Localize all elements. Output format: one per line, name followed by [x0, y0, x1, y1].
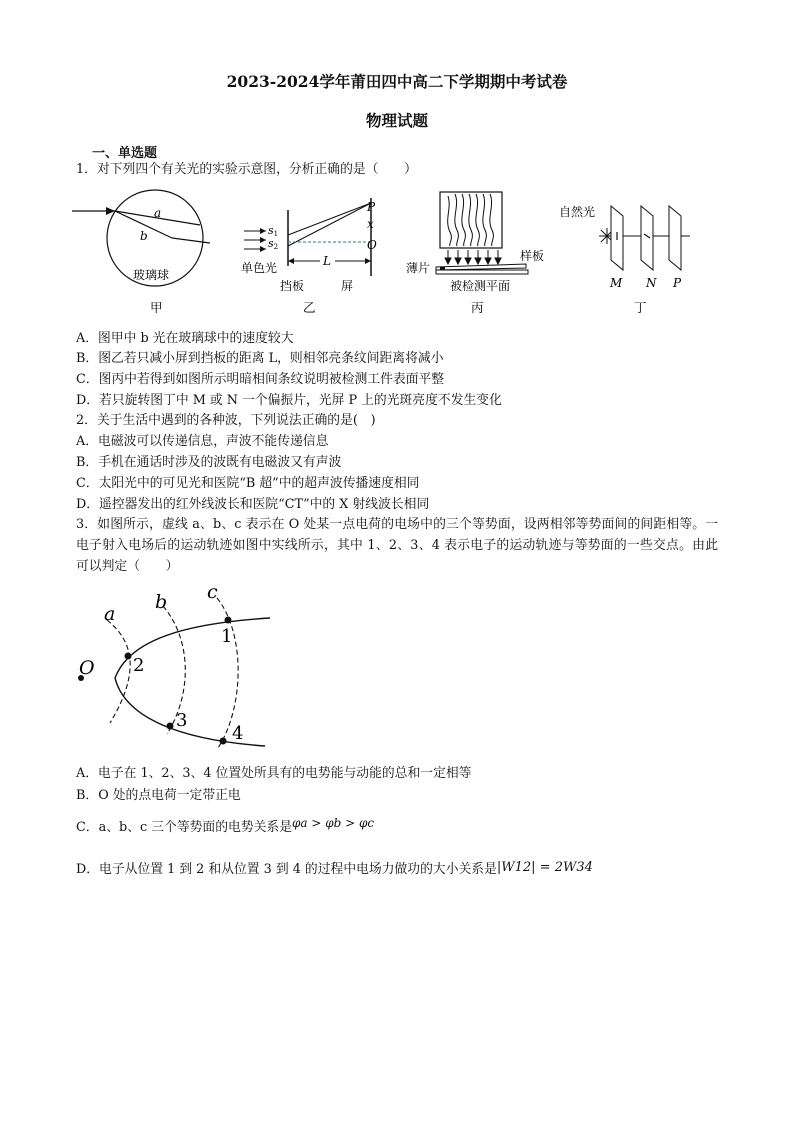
x-label: x — [367, 217, 374, 231]
q3-option-c-text: C．a、b、c 三个等势面的电势关系是 — [76, 820, 293, 835]
q3-option-a: A．电子在 1、2、3、4 位置处所具有的电势能与动能的总和一定相等 — [76, 766, 472, 781]
O-label: O — [367, 238, 377, 252]
c-label: c — [207, 581, 218, 603]
q1-figure-bing — [404, 188, 554, 320]
figure-jia-caption: 甲 — [150, 300, 163, 315]
q3-option-d-formula: |W12| = 2W34 — [496, 860, 593, 875]
ray-a-label: a — [154, 206, 162, 220]
q2-option-c: C．太阳光中的可见光和医院“B 超”中的超声波传播速度相同 — [76, 476, 420, 491]
point-1 — [225, 617, 232, 624]
label-3: 3 — [176, 710, 188, 731]
q1-option-a: A．图甲中 b 光在玻璃球中的速度较大 — [76, 331, 294, 346]
electron-trajectory — [115, 618, 270, 746]
sample-plate-label: 样板 — [520, 249, 545, 263]
figure-bing-caption: 丙 — [471, 300, 484, 315]
q1-figure-yi — [238, 190, 386, 320]
O-label: O — [79, 657, 95, 679]
q3-option-c — [76, 818, 374, 837]
q1-stem: 1．对下列四个有关光的实验示意图，分析正确的是（ ） — [76, 162, 417, 177]
point-2 — [125, 653, 132, 660]
q3-option-c-formula: φa > φb > φc — [292, 816, 375, 830]
q3-option-d — [76, 861, 593, 879]
a-label: a — [104, 603, 116, 625]
label-2: 2 — [133, 655, 145, 676]
q1-option-c: C．图丙中若得到如图所示明暗相间条纹说明被检测工件表面平整 — [76, 372, 445, 387]
N-label: N — [646, 276, 657, 290]
baffle-label: 挡板 — [280, 279, 305, 293]
M-label: M — [610, 276, 623, 290]
point-4 — [220, 738, 227, 745]
q3-option-d-text: D．电子从位置 1 到 2 和从位置 3 到 4 的过程中电场力做功的大小关系是 — [76, 862, 497, 877]
label-4: 4 — [232, 723, 244, 744]
page-title: 2023-2024学年莆田四中高二下学期期中考试卷 — [226, 72, 568, 91]
thin-sheet-label: 薄片 — [406, 261, 431, 275]
screen-label: 屏 — [341, 279, 354, 293]
q3-figure — [70, 578, 280, 758]
natural-light-label: 自然光 — [559, 205, 596, 219]
q2-option-b: B．手机在通话时涉及的波既有电磁波又有声波 — [76, 455, 342, 470]
figure-yi-caption: 乙 — [303, 300, 316, 315]
s1-label: s1 — [268, 224, 279, 238]
b-label: b — [155, 591, 168, 613]
monochrome-light-label: 单色光 — [241, 261, 278, 275]
P-label: P — [367, 200, 376, 214]
ray-b-label: b — [140, 229, 148, 243]
section-heading: 一、单选题 — [92, 146, 158, 161]
q1-figure-jia — [70, 188, 210, 320]
s2-label: s2 — [268, 237, 279, 251]
L-label: L — [323, 254, 331, 268]
q2-option-a: A．电磁波可以传递信息，声波不能传递信息 — [76, 434, 329, 449]
screen-P-label: P — [673, 276, 682, 290]
q3-option-b: B．O 处的点电荷一定带正电 — [76, 788, 241, 803]
q3-stem: 3．如图所示，虚线 a、b、c 表示在 O 处某一点电荷的电场中的三个等势面，设两相邻等势面间的间距相等。一电子射入电场后的运动轨迹如图中实线所示，其中 1、2、3、4 表示电子的运动轨迹与等势面的一些交点。由此可以判定（ ） — [76, 517, 718, 574]
q2-option-d: D．遥控器发出的红外线波长和医院“CT”中的 X 射线波长相同 — [76, 497, 430, 512]
incident-arrows — [445, 250, 501, 264]
q2-stem: 2．关于生活中遇到的各种波，下列说法正确的是( ) — [76, 413, 376, 428]
q1-figure-ding — [555, 198, 695, 320]
point-3 — [167, 723, 174, 730]
q1-option-b: B．图乙若只减小屏到挡板的距离 L，则相邻亮条纹间距离将减小 — [76, 351, 444, 366]
page-subtitle: 物理试题 — [365, 111, 428, 130]
tested-surface-label: 被检测平面 — [450, 279, 511, 293]
figure-ding-caption: 丁 — [634, 300, 647, 315]
glass-ball-label: 玻璃球 — [133, 268, 170, 282]
label-1: 1 — [221, 626, 233, 647]
q1-option-d: D．若只旋转图丁中 M 或 N 一个偏振片，光屏 P 上的光斑亮度不发生变化 — [76, 393, 502, 408]
